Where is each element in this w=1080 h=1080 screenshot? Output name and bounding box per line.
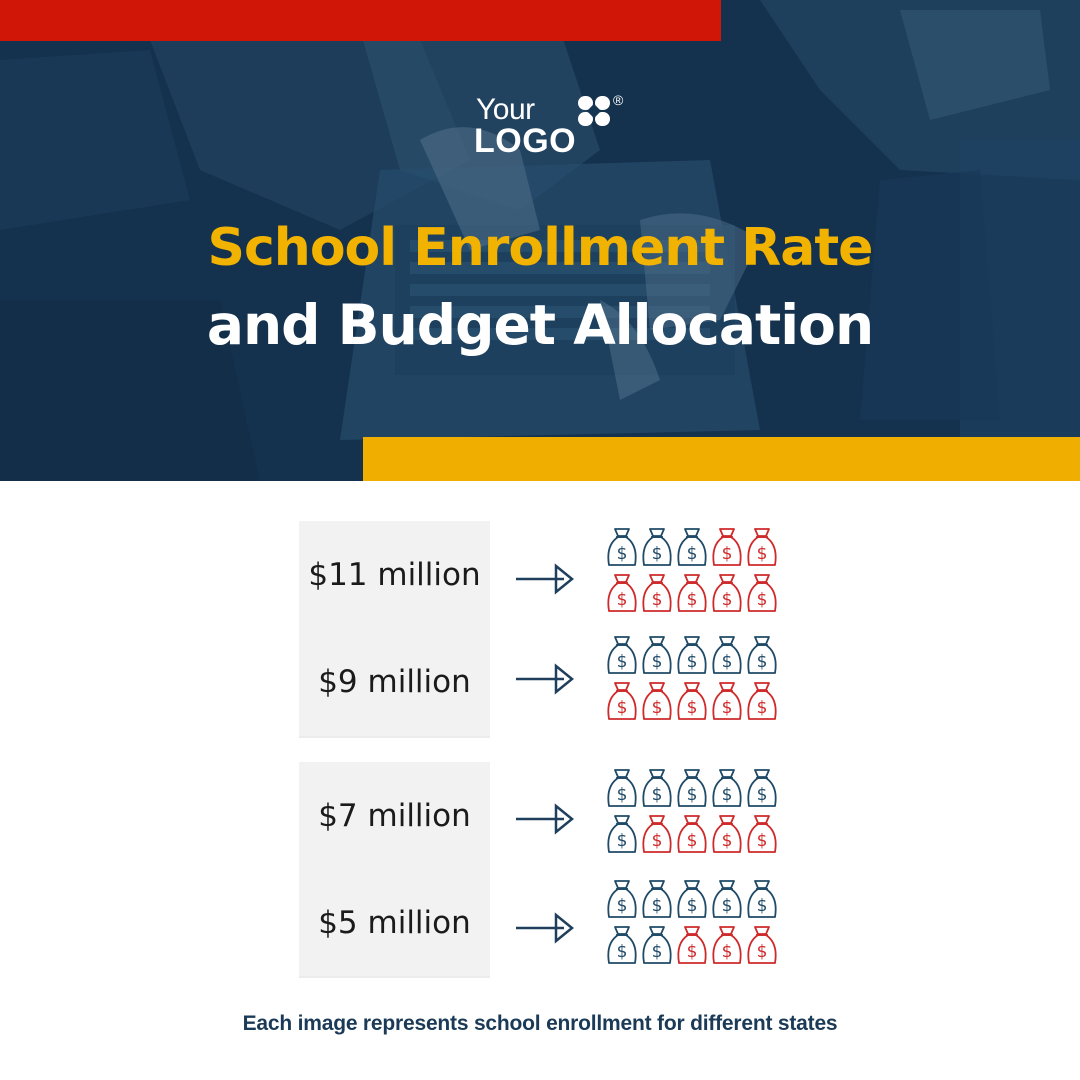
logo-mark-icon [577, 95, 611, 127]
svg-text:$: $ [686, 896, 698, 916]
svg-text:$: $ [651, 785, 663, 805]
title-line-1: School Enrollment Rate [207, 218, 873, 278]
budget-label-11m: $11 million [299, 521, 490, 629]
svg-text:$: $ [686, 544, 698, 564]
right-arrow-icon [514, 562, 576, 596]
svg-text:$: $ [616, 544, 628, 564]
logo-top-text: Your [476, 93, 535, 126]
svg-text:$: $ [721, 831, 733, 851]
money-bag-icon [678, 575, 705, 611]
money-bag-icon [678, 770, 705, 806]
money-bag-icon [608, 816, 635, 852]
money-bag-icon [643, 683, 670, 719]
money-bag-icon [608, 683, 635, 719]
budget-label-9m: $9 million [299, 628, 490, 736]
row-divider [299, 736, 490, 738]
logo-bottom-text: LOGO [474, 122, 577, 160]
money-bag-icon [608, 770, 635, 806]
title-line-2: and Budget Allocation [206, 293, 874, 357]
money-bag-icon [748, 683, 775, 719]
money-bag-grid-9m [604, 633, 782, 727]
money-bag-icon [678, 637, 705, 673]
money-bag-icon [678, 927, 705, 963]
svg-text:$: $ [721, 698, 733, 718]
svg-text:$: $ [651, 896, 663, 916]
red-accent-bar [0, 0, 721, 41]
right-arrow-icon [514, 911, 576, 945]
money-bag-icon [643, 637, 670, 673]
money-bag-icon [748, 816, 775, 852]
svg-text:$: $ [651, 698, 663, 718]
footer-caption: Each image represents school enrollment for different states [242, 1012, 838, 1035]
svg-text:$: $ [721, 785, 733, 805]
svg-text:$: $ [756, 896, 768, 916]
svg-text:$: $ [651, 544, 663, 564]
svg-text:$: $ [721, 942, 733, 962]
money-bag-icon [643, 529, 670, 565]
money-bag-icon [713, 637, 740, 673]
money-bag-icon [643, 927, 670, 963]
svg-text:$: $ [686, 652, 698, 672]
money-bag-icon [713, 683, 740, 719]
svg-text:$: $ [651, 590, 663, 610]
svg-text:$: $ [756, 652, 768, 672]
svg-text:$: $ [651, 652, 663, 672]
money-bag-icon [748, 529, 775, 565]
money-bag-icon [678, 529, 705, 565]
svg-text:$: $ [756, 831, 768, 851]
money-bag-icon [713, 770, 740, 806]
money-bag-icon [643, 816, 670, 852]
yellow-accent-bar [363, 437, 1080, 481]
svg-text:$: $ [686, 942, 698, 962]
money-bag-grid-5m [604, 877, 782, 971]
money-bag-icon [678, 683, 705, 719]
budget-label-5m: $5 million [299, 869, 490, 977]
money-bag-icon [748, 927, 775, 963]
svg-text:$: $ [721, 652, 733, 672]
money-bag-icon [713, 816, 740, 852]
svg-text:$: $ [616, 652, 628, 672]
money-bag-icon [748, 770, 775, 806]
money-bag-icon [713, 927, 740, 963]
svg-text:$: $ [756, 698, 768, 718]
money-bag-icon [608, 575, 635, 611]
svg-text:$: $ [721, 896, 733, 916]
svg-text:$: $ [756, 942, 768, 962]
budget-label-7m: $7 million [299, 762, 490, 870]
svg-text:$: $ [616, 698, 628, 718]
money-bag-icon [643, 881, 670, 917]
money-bag-icon [678, 881, 705, 917]
hero-banner [0, 0, 1080, 481]
right-arrow-icon [514, 802, 576, 836]
money-bag-icon [608, 881, 635, 917]
svg-text:$: $ [756, 785, 768, 805]
svg-text:$: $ [616, 590, 628, 610]
money-bag-icon [748, 575, 775, 611]
right-arrow-icon [514, 662, 576, 696]
money-bag-grid-11m [604, 525, 782, 619]
money-bag-icon [643, 575, 670, 611]
svg-text:$: $ [721, 544, 733, 564]
money-bag-icon [713, 529, 740, 565]
svg-text:$: $ [616, 785, 628, 805]
registered-mark: ® [613, 92, 624, 108]
svg-text:$: $ [721, 590, 733, 610]
svg-text:$: $ [686, 590, 698, 610]
svg-text:$: $ [686, 785, 698, 805]
svg-text:$: $ [686, 831, 698, 851]
money-bag-icon [678, 816, 705, 852]
svg-text:$: $ [756, 544, 768, 564]
money-bag-icon [748, 881, 775, 917]
row-divider [299, 976, 490, 978]
svg-text:$: $ [651, 942, 663, 962]
svg-text:$: $ [616, 942, 628, 962]
svg-text:$: $ [616, 896, 628, 916]
svg-text:$: $ [686, 698, 698, 718]
svg-text:$: $ [756, 590, 768, 610]
money-bag-icon [643, 770, 670, 806]
money-bag-grid-7m [604, 766, 782, 860]
logo [474, 93, 634, 159]
money-bag-icon [608, 529, 635, 565]
svg-text:$: $ [651, 831, 663, 851]
money-bag-icon [713, 575, 740, 611]
money-bag-icon [608, 637, 635, 673]
money-bag-icon [608, 927, 635, 963]
svg-text:$: $ [616, 831, 628, 851]
money-bag-icon [713, 881, 740, 917]
money-bag-icon [748, 637, 775, 673]
